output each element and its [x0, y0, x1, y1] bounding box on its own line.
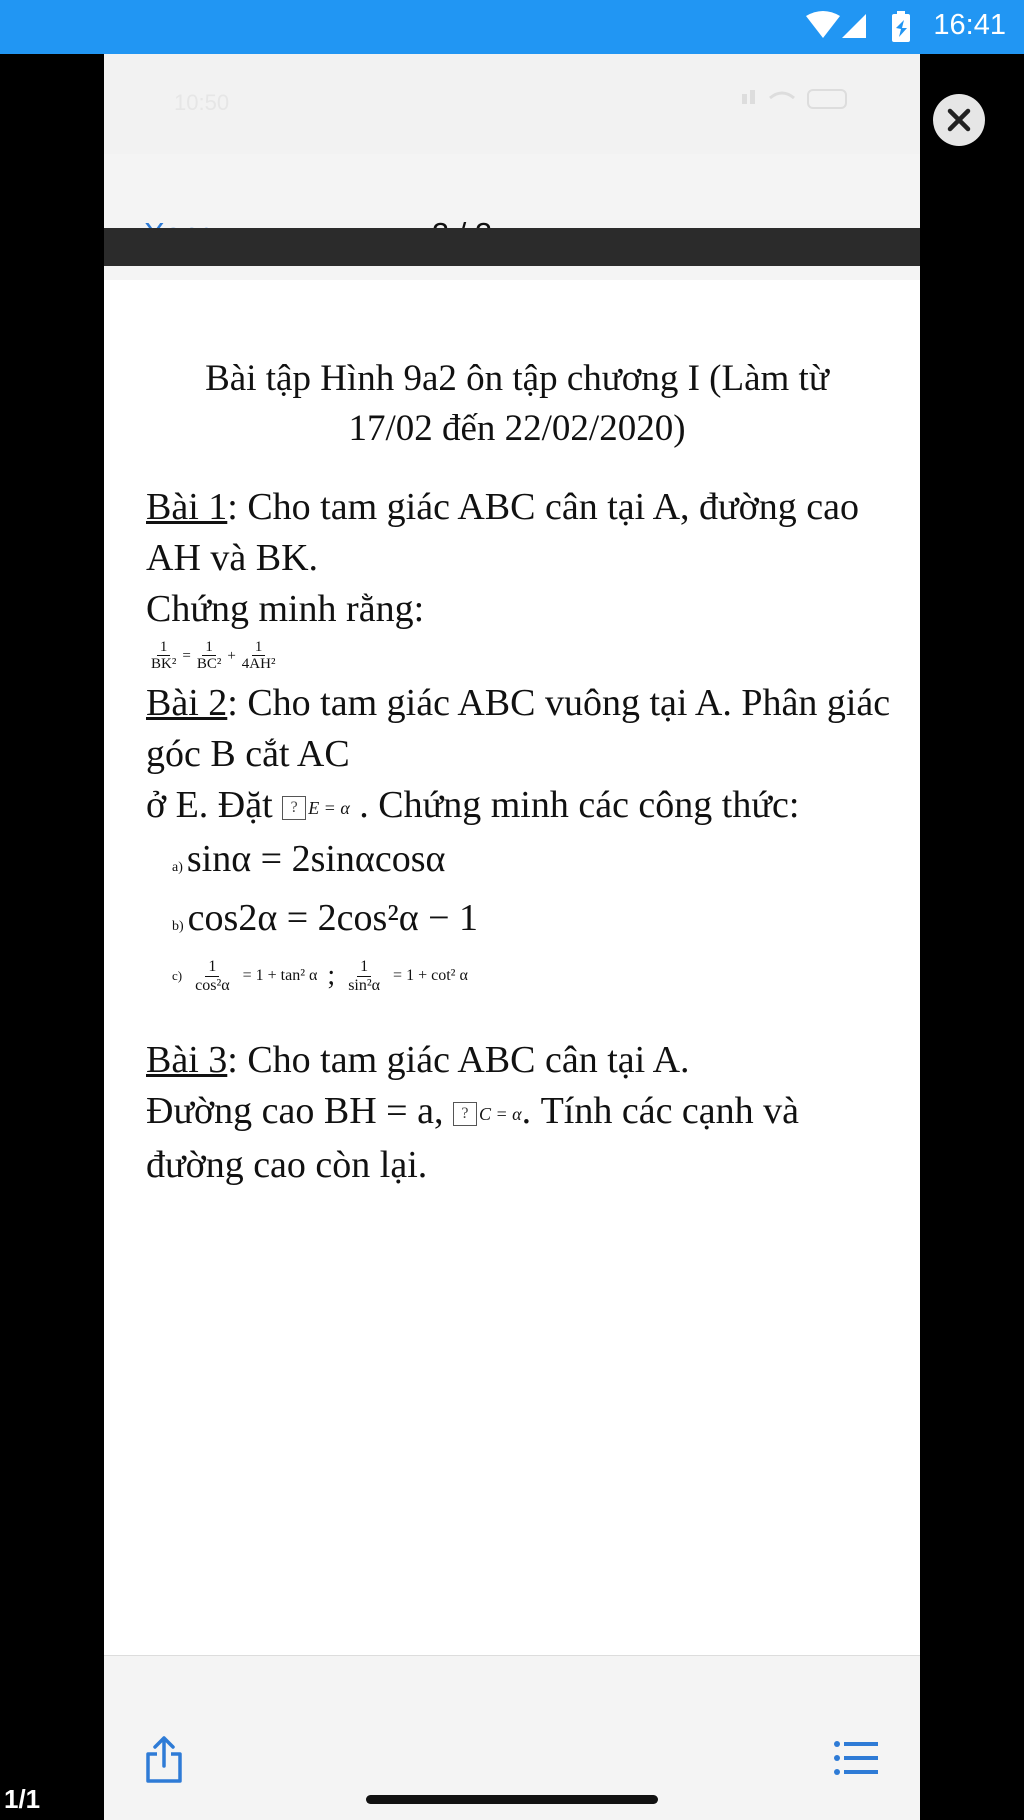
frac-den: 4AH²	[241, 656, 276, 672]
frac-num: 1	[157, 639, 171, 656]
bai2-label: Bài 2	[146, 682, 228, 724]
screenshot-viewer	[104, 54, 920, 1820]
bai2-text	[146, 678, 906, 780]
frac-num: 1	[357, 958, 371, 977]
frac-num: 1	[202, 639, 216, 656]
angle-notation: E = α	[308, 797, 350, 818]
status-icons	[804, 10, 924, 49]
title-line-1: Bài tập Hình 9a2 ôn tập chương I (Làm từ	[205, 358, 829, 399]
bai3-line2	[146, 1086, 906, 1191]
bai3-line2-post: . Tính các cạnh và đường cao còn lại.	[146, 1089, 800, 1186]
bai1-body: : Cho tam giác ABC cân tại A, đường cao AH và BK.	[146, 486, 859, 579]
formula-rhs: = 1 + tan² α	[242, 967, 318, 985]
frac-den: BK²	[151, 656, 177, 672]
bai3-line2-pre: Đường cao BH = a,	[146, 1089, 453, 1132]
page-indicator: 1/1	[4, 1784, 41, 1814]
frac-den: BC²	[196, 656, 222, 672]
frac-den: cos²α	[195, 976, 230, 994]
bai2-line2	[146, 780, 906, 834]
document-page	[146, 354, 906, 1191]
close-button[interactable]	[933, 94, 985, 146]
document-title	[146, 354, 906, 454]
bai2-item-b	[146, 893, 906, 952]
title-line-2: 17/02 đến 22/02/2020)	[348, 408, 686, 449]
dark-separator	[104, 228, 920, 266]
bai2-body: : Cho tam giác ABC vuông tại A. Phân giác góc B cắt AC	[146, 682, 891, 775]
bai3-text	[146, 1035, 906, 1086]
ios-status-bar	[104, 54, 920, 154]
frac-den: sin²α	[348, 976, 381, 994]
item-label: c)	[172, 968, 183, 984]
bai1-label: Bài 1	[146, 486, 228, 528]
angle-notation: C = α	[478, 1103, 522, 1124]
bai3-label: Bài 3	[146, 1038, 228, 1081]
separator: ;	[327, 960, 336, 992]
bai1-prove: Chứng minh rằng:	[146, 588, 425, 630]
cell-signal-icon	[842, 14, 866, 38]
wifi-icon	[806, 11, 840, 38]
frac-num: 1	[252, 639, 266, 656]
missing-glyph-icon: ?	[453, 1102, 477, 1126]
bai2-item-a	[146, 834, 906, 893]
bai2-line2-pre: ở E. Đặt	[146, 784, 283, 826]
close-icon	[946, 107, 972, 133]
home-indicator	[366, 1795, 658, 1804]
frac-num: 1	[205, 958, 219, 977]
battery-icon	[892, 11, 910, 42]
status-time: 16:41	[933, 9, 1006, 41]
plus-sign: +	[227, 647, 236, 664]
bai2-item-c	[146, 958, 906, 995]
missing-glyph-icon: ?	[282, 796, 306, 820]
list-icon	[834, 1740, 878, 1776]
share-button[interactable]	[144, 1736, 184, 1789]
formula-rhs: = 1 + cot² α	[393, 967, 468, 985]
item-text: cos2α = 2cos²α − 1	[187, 896, 479, 939]
item-label: b)	[172, 918, 184, 934]
ios-time: 10:50	[174, 90, 230, 115]
item-label: a)	[172, 859, 183, 875]
bai3-body: : Cho tam giác ABC cân tại A.	[227, 1038, 690, 1081]
ios-status-icons	[742, 84, 862, 114]
item-text: sinα = 2sinαcosα	[186, 837, 446, 880]
list-button[interactable]	[834, 1740, 878, 1781]
bai2-line2-post: . Chứng minh các công thức:	[349, 784, 800, 826]
bai1-formula	[148, 639, 278, 672]
equals-sign: =	[182, 647, 191, 664]
status-bar	[0, 0, 1024, 54]
bai1-text	[146, 482, 906, 584]
share-icon	[144, 1736, 184, 1784]
